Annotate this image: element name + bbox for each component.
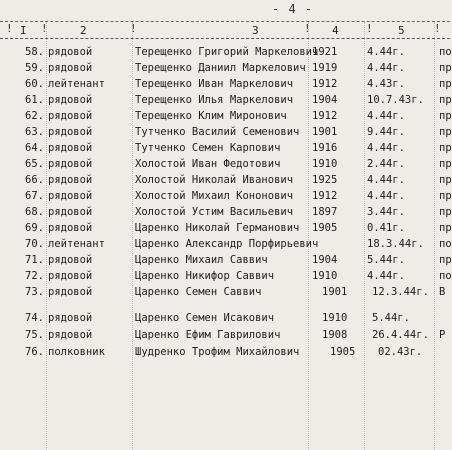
table-row bbox=[0, 125, 450, 139]
remark: пр bbox=[439, 174, 452, 186]
birth-year: 1904 bbox=[312, 94, 338, 106]
date: 10.7.43г. bbox=[367, 94, 424, 106]
birth-year: 1912 bbox=[312, 78, 338, 90]
rank: рядовой bbox=[48, 206, 93, 218]
row-number: 68. bbox=[25, 206, 44, 218]
table-row bbox=[0, 45, 450, 59]
row-number: 62. bbox=[25, 110, 44, 122]
full-name: Царенко Николай Германович bbox=[135, 222, 300, 234]
full-name: Холостой Иван Федотович bbox=[135, 158, 281, 170]
rank: рядовой bbox=[48, 110, 93, 122]
remark: пр bbox=[439, 158, 452, 170]
remark: по bbox=[439, 270, 452, 282]
row-number: 73. bbox=[25, 286, 44, 298]
birth-year: 1910 bbox=[312, 158, 338, 170]
date: 9.44г. bbox=[367, 126, 405, 138]
rank: рядовой bbox=[48, 222, 93, 234]
row-number: 66. bbox=[25, 174, 44, 186]
header-col-3: 3 bbox=[252, 24, 259, 37]
date: 4.44г. bbox=[367, 270, 405, 282]
full-name: Терещенко Даниил Маркелович bbox=[135, 62, 306, 74]
date: 5.44г. bbox=[367, 254, 405, 266]
table-row bbox=[0, 253, 450, 267]
remark: пр bbox=[439, 62, 452, 74]
birth-year: 1916 bbox=[312, 142, 338, 154]
remark: пр bbox=[439, 190, 452, 202]
remark: пр bbox=[439, 206, 452, 218]
table-row bbox=[0, 77, 450, 91]
remark: пр bbox=[439, 222, 452, 234]
date: 18.3.44г. bbox=[367, 238, 424, 250]
full-name: Терещенко Григорий Маркелович bbox=[135, 46, 319, 58]
table-row bbox=[0, 328, 450, 342]
full-name: Терещенко Иван Маркелович bbox=[135, 78, 294, 90]
header-col-5: 5 bbox=[398, 24, 405, 37]
birth-year: 1912 bbox=[312, 110, 338, 122]
full-name: Царенко Александр Порфирьевич bbox=[135, 238, 319, 250]
rank: полковник bbox=[48, 346, 105, 358]
birth-year: 1901 bbox=[312, 126, 338, 138]
remark: пр bbox=[439, 142, 452, 154]
birth-year: 1904 bbox=[312, 254, 338, 266]
full-name: Царенко Никифор Саввич bbox=[135, 270, 275, 282]
full-name: Холостой Николай Иванович bbox=[135, 174, 294, 186]
date: 0.41г. bbox=[367, 222, 405, 234]
date: 5.44г. bbox=[372, 312, 410, 324]
table-row bbox=[0, 141, 450, 155]
row-number: 74. bbox=[25, 312, 44, 324]
date: 26.4.44г. bbox=[372, 329, 429, 341]
date: 4.44г. bbox=[367, 190, 405, 202]
row-number: 64. bbox=[25, 142, 44, 154]
row-number: 60. bbox=[25, 78, 44, 90]
column-bar: ! bbox=[6, 22, 13, 35]
date: 4.44г. bbox=[367, 46, 405, 58]
table-row bbox=[0, 173, 450, 187]
remark: пр bbox=[439, 78, 452, 90]
remark: по bbox=[439, 46, 452, 58]
column-bar: ! bbox=[130, 22, 137, 35]
table-row bbox=[0, 221, 450, 235]
table-row bbox=[0, 109, 450, 123]
birth-year: 1908 bbox=[322, 329, 348, 341]
birth-year: 1912 bbox=[312, 190, 338, 202]
rank: рядовой bbox=[48, 286, 93, 298]
header-bottom-rule bbox=[0, 38, 450, 39]
birth-year: 1905 bbox=[330, 346, 356, 358]
date: 4.43г. bbox=[367, 78, 405, 90]
row-number: 61. bbox=[25, 94, 44, 106]
rank: рядовой bbox=[48, 270, 93, 282]
date: 4.44г. bbox=[367, 142, 405, 154]
birth-year: 1925 bbox=[312, 174, 338, 186]
full-name: Царенко Семен Исакович bbox=[135, 312, 275, 324]
rank: рядовой bbox=[48, 62, 93, 74]
table-row bbox=[0, 285, 450, 299]
date: 2.44г. bbox=[367, 158, 405, 170]
rank: рядовой bbox=[48, 329, 93, 341]
remark: пр bbox=[439, 94, 452, 106]
table-row bbox=[0, 157, 450, 171]
table-row bbox=[0, 93, 450, 107]
row-number: 58. bbox=[25, 46, 44, 58]
table-row bbox=[0, 189, 450, 203]
row-number: 76. bbox=[25, 346, 44, 358]
birth-year: 1919 bbox=[312, 62, 338, 74]
header-col-2: 2 bbox=[80, 24, 87, 37]
rank: рядовой bbox=[48, 46, 93, 58]
date: 02.43г. bbox=[378, 346, 423, 358]
header-col-1: I bbox=[20, 24, 27, 37]
row-number: 72. bbox=[25, 270, 44, 282]
header-col-4: 4 bbox=[332, 24, 339, 37]
table-row bbox=[0, 345, 450, 359]
full-name: Шудренко Трофим Михайлович bbox=[135, 346, 300, 358]
column-bar: ! bbox=[41, 22, 48, 35]
birth-year: 1910 bbox=[322, 312, 348, 324]
row-number: 67. bbox=[25, 190, 44, 202]
row-number: 65. bbox=[25, 158, 44, 170]
full-name: Терещенко Клим Миронович bbox=[135, 110, 287, 122]
header-top-rule bbox=[0, 21, 450, 22]
birth-year: 1921 bbox=[312, 46, 338, 58]
page-number: - 4 - bbox=[272, 2, 314, 16]
birth-year: 1905 bbox=[312, 222, 338, 234]
table-row bbox=[0, 237, 450, 251]
full-name: Холостой Михаил Кононович bbox=[135, 190, 294, 202]
rank: рядовой bbox=[48, 190, 93, 202]
birth-year: 1897 bbox=[312, 206, 338, 218]
date: 4.44г. bbox=[367, 62, 405, 74]
full-name: Тутченко Василий Семенович bbox=[135, 126, 300, 138]
remark: пр bbox=[439, 126, 452, 138]
full-name: Холостой Устим Васильевич bbox=[135, 206, 294, 218]
remark: пр bbox=[439, 254, 452, 266]
row-number: 69. bbox=[25, 222, 44, 234]
remark: Р bbox=[439, 329, 446, 341]
birth-year: 1910 bbox=[312, 270, 338, 282]
rank: рядовой bbox=[48, 94, 93, 106]
full-name: Терещенко Илья Маркелович bbox=[135, 94, 294, 106]
row-number: 71. bbox=[25, 254, 44, 266]
rank: рядовой bbox=[48, 312, 93, 324]
rank: рядовой bbox=[48, 254, 93, 266]
remark: по bbox=[439, 238, 452, 250]
birth-year: 1901 bbox=[322, 286, 348, 298]
date: 4.44г. bbox=[367, 110, 405, 122]
date: 12.3.44г. bbox=[372, 286, 429, 298]
remark: пр bbox=[439, 110, 452, 122]
table-row bbox=[0, 61, 450, 75]
row-number: 70. bbox=[25, 238, 44, 250]
rank: рядовой bbox=[48, 174, 93, 186]
remark: В bbox=[439, 286, 446, 298]
row-number: 59. bbox=[25, 62, 44, 74]
date: 3.44г. bbox=[367, 206, 405, 218]
full-name: Царенко Михаил Саввич bbox=[135, 254, 268, 266]
rank: рядовой bbox=[48, 142, 93, 154]
full-name: Тутченко Семен Карпович bbox=[135, 142, 281, 154]
table-row bbox=[0, 269, 450, 283]
rank: рядовой bbox=[48, 158, 93, 170]
column-bar: ! bbox=[366, 22, 373, 35]
column-bar: ! bbox=[304, 22, 311, 35]
rank: лейтенант bbox=[48, 238, 105, 250]
full-name: Царенко Семен Саввич bbox=[135, 286, 262, 298]
column-bar: ! bbox=[434, 22, 441, 35]
table-row bbox=[0, 311, 450, 325]
full-name: Царенко Ефим Гаврилович bbox=[135, 329, 281, 341]
date: 4.44г. bbox=[367, 174, 405, 186]
rank: рядовой bbox=[48, 126, 93, 138]
row-number: 75. bbox=[25, 329, 44, 341]
table-row bbox=[0, 205, 450, 219]
rank: лейтенант bbox=[48, 78, 105, 90]
row-number: 63. bbox=[25, 126, 44, 138]
